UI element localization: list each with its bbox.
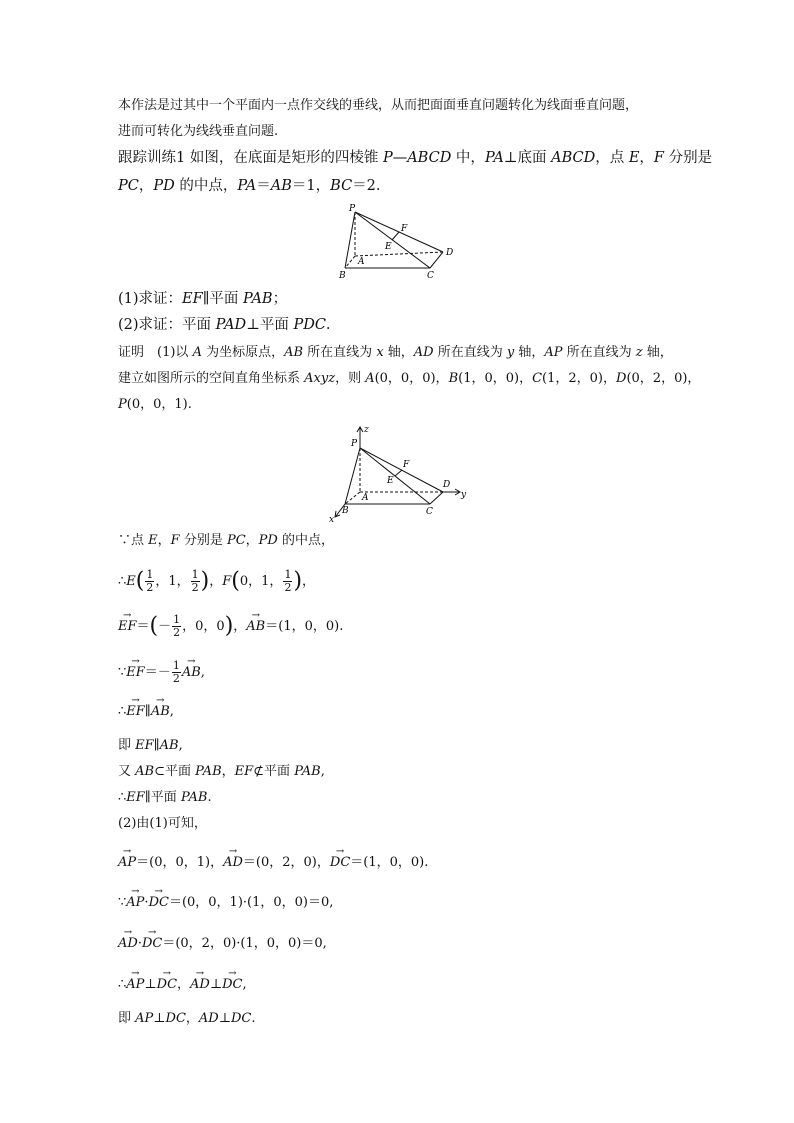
text: F bbox=[653, 150, 664, 166]
text: 分别是 bbox=[663, 150, 713, 166]
text: DC bbox=[230, 1011, 252, 1026]
text: EF bbox=[135, 738, 154, 753]
text: , bbox=[178, 738, 183, 753]
question-2 bbox=[118, 317, 331, 333]
part2-line-3 bbox=[118, 895, 333, 911]
text: － bbox=[158, 619, 172, 634]
text: B bbox=[448, 371, 459, 386]
vector-ab: → AB bbox=[246, 619, 265, 635]
vector-ap: → AP bbox=[126, 895, 144, 911]
text: PC bbox=[118, 178, 139, 194]
text: PAB bbox=[243, 291, 273, 307]
text: (0，0，0)， bbox=[374, 371, 449, 386]
text: ⊄平面 bbox=[253, 764, 295, 779]
text: EF bbox=[234, 764, 254, 779]
text: F bbox=[222, 574, 232, 589]
problem-line-2 bbox=[118, 178, 381, 194]
text: ⊥平面 bbox=[246, 317, 294, 333]
label-c: C bbox=[426, 507, 433, 517]
text: C bbox=[532, 371, 543, 386]
text: ∥ bbox=[144, 704, 151, 719]
text: ⊂平面 bbox=[154, 764, 196, 779]
text: (0，0，1). bbox=[126, 397, 192, 412]
text: 如图，在底面是矩形的四棱锥 bbox=[185, 150, 383, 166]
text: A bbox=[365, 371, 375, 386]
edge-pb bbox=[345, 212, 355, 268]
vector-dc: → DC bbox=[157, 977, 177, 993]
text: PDC bbox=[293, 317, 326, 333]
text: ＝(0，2，0)， bbox=[242, 855, 330, 870]
text: 2 bbox=[284, 581, 292, 594]
text: ∴ bbox=[118, 574, 127, 589]
text: 1 bbox=[173, 613, 181, 626]
text: ＝1， bbox=[291, 178, 331, 194]
text: ， bbox=[138, 178, 154, 194]
text: ，点 bbox=[595, 150, 629, 166]
text: PAD bbox=[215, 317, 247, 333]
text: ； bbox=[272, 291, 288, 307]
vector-dc: → DC bbox=[142, 936, 162, 952]
vector-ef: → EF bbox=[126, 704, 145, 720]
text: P bbox=[118, 397, 127, 412]
label-d: D bbox=[443, 480, 451, 490]
text: F bbox=[170, 533, 180, 548]
text: ∵ bbox=[118, 665, 127, 680]
edge-cd bbox=[430, 252, 443, 268]
text: ＝(0，0，1)， bbox=[136, 855, 224, 870]
part2-line-1: (2)由(1)可知， bbox=[118, 816, 207, 831]
text: 所在直线为 bbox=[303, 345, 377, 360]
text: ， bbox=[639, 150, 654, 166]
text: ) bbox=[293, 568, 303, 594]
text: E bbox=[148, 533, 158, 548]
text: PA bbox=[484, 150, 504, 166]
label-e: E bbox=[385, 242, 392, 252]
label-p: P bbox=[351, 439, 358, 449]
label-b: B bbox=[342, 506, 349, 516]
step-3 bbox=[118, 614, 343, 639]
vector-dc: → DC bbox=[330, 855, 350, 871]
text: 即 bbox=[118, 1011, 136, 1026]
vector-ab: → AB bbox=[182, 665, 201, 681]
text: 中， bbox=[451, 150, 485, 166]
text: · bbox=[144, 895, 149, 910]
text: (1，2，0)， bbox=[542, 371, 617, 386]
text: ＝(0，0，1)·(1，0，0)＝0, bbox=[168, 895, 334, 910]
edge-cd bbox=[430, 492, 443, 504]
text: ∥平面 bbox=[202, 291, 244, 307]
text: ， bbox=[302, 574, 316, 589]
step-4 bbox=[118, 660, 205, 685]
text: Axyz bbox=[304, 371, 336, 386]
text: z bbox=[635, 345, 643, 360]
text: (1，0，0)， bbox=[458, 371, 533, 386]
label-z: z bbox=[364, 425, 369, 435]
text: AB bbox=[135, 764, 155, 779]
proof-line-3 bbox=[118, 397, 192, 413]
label-x: x bbox=[329, 515, 335, 524]
proof-line-2 bbox=[118, 371, 700, 387]
text: 的中点， bbox=[174, 178, 238, 194]
vector-ap: → AP bbox=[118, 855, 136, 871]
vector-ab: → AB bbox=[151, 704, 170, 720]
text: . bbox=[251, 1011, 256, 1026]
text: (2)求证：平面 bbox=[118, 317, 216, 333]
vector-ad: → AD bbox=[190, 977, 210, 993]
edge-ad bbox=[355, 252, 443, 256]
intro-line-1: 本作法是过其中一个平面内一点作交线的垂线，从而把面面垂直问题转化为线面垂直问题， bbox=[118, 98, 639, 113]
part2-line-5 bbox=[118, 977, 247, 993]
text: PAB bbox=[180, 790, 208, 805]
text: 所在直线为 bbox=[433, 345, 507, 360]
vector-ad: → AD bbox=[118, 936, 138, 952]
step-2 bbox=[118, 569, 315, 594]
coordinate-figure bbox=[325, 422, 475, 524]
text: ， bbox=[221, 764, 235, 779]
problem-label: 跟踪训练1 bbox=[118, 150, 186, 166]
text: ⊥ bbox=[153, 1011, 166, 1026]
label-p: P bbox=[349, 204, 356, 214]
text: 又 bbox=[118, 764, 136, 779]
text: y bbox=[506, 345, 515, 360]
text: BC bbox=[330, 178, 353, 194]
text: 建立如图所示的空间直角坐标系 bbox=[118, 371, 305, 386]
vector-ef: → EF bbox=[126, 665, 145, 681]
text: ⊥底面 bbox=[503, 150, 552, 166]
text: ( bbox=[135, 568, 145, 594]
label-b: B bbox=[339, 271, 346, 281]
text: PD bbox=[258, 533, 278, 548]
text: ⊥ bbox=[209, 977, 223, 992]
text: (1)求证： bbox=[118, 291, 183, 307]
text: AB bbox=[159, 738, 179, 753]
text: PAB bbox=[195, 764, 222, 779]
text: 分别是 bbox=[179, 533, 227, 548]
text: ，1， bbox=[155, 574, 190, 589]
text: ， bbox=[209, 574, 223, 589]
text: ＝(1，0，0). bbox=[265, 619, 344, 634]
part2-line-6 bbox=[118, 1011, 255, 1027]
text: ∵ bbox=[118, 895, 127, 910]
text: ＝ bbox=[256, 178, 271, 194]
text: , bbox=[320, 764, 325, 779]
fraction-half bbox=[191, 569, 200, 594]
label-a: A bbox=[362, 493, 369, 503]
label-f: F bbox=[403, 460, 410, 470]
text: 1 bbox=[172, 659, 180, 672]
label-d: D bbox=[446, 248, 454, 258]
text: ＝ bbox=[136, 619, 150, 634]
text: ，则 bbox=[335, 371, 366, 386]
text: ，0，0 bbox=[182, 619, 225, 634]
fraction-half bbox=[145, 569, 154, 594]
question-1 bbox=[118, 291, 287, 307]
text: , bbox=[242, 977, 247, 992]
fraction-half bbox=[172, 614, 181, 639]
text: 1 bbox=[146, 568, 154, 581]
edge-pb bbox=[345, 448, 360, 504]
text: ∴ bbox=[118, 790, 127, 805]
text: 即 bbox=[118, 738, 136, 753]
vector-ef: → EF bbox=[118, 619, 137, 635]
text: AP bbox=[544, 345, 563, 360]
text: ( bbox=[231, 568, 240, 594]
label-e: E bbox=[387, 476, 394, 486]
text: 轴， bbox=[642, 345, 673, 360]
text: EF bbox=[182, 291, 203, 307]
text: 2 bbox=[146, 581, 154, 594]
text: 2 bbox=[173, 626, 181, 639]
text: AB bbox=[284, 345, 304, 360]
text: 1 bbox=[191, 568, 199, 581]
label-c: C bbox=[427, 271, 434, 281]
text: 所在直线为 bbox=[562, 345, 636, 360]
text: ( bbox=[149, 613, 159, 639]
text: ∥ bbox=[153, 738, 160, 753]
text: AP bbox=[135, 1011, 154, 1026]
text: E bbox=[126, 574, 136, 589]
text: EF bbox=[126, 790, 145, 805]
step-5 bbox=[118, 704, 174, 720]
text: PAB bbox=[294, 764, 321, 779]
text: , bbox=[169, 704, 174, 719]
label-a: A bbox=[358, 257, 365, 267]
text: AB bbox=[270, 178, 292, 194]
pyramid-figure bbox=[335, 200, 465, 286]
edge-pd bbox=[355, 212, 443, 252]
text: PD bbox=[153, 178, 175, 194]
text: 证明 (1)以 bbox=[118, 345, 193, 360]
text: ＝(0，2，0)·(1，0，0)＝0, bbox=[162, 936, 327, 951]
text: DC bbox=[165, 1011, 186, 1026]
text: ABCD bbox=[551, 150, 596, 166]
text: AD bbox=[413, 345, 434, 360]
text: ⊥ bbox=[144, 977, 157, 992]
vector-dc: → DC bbox=[222, 977, 242, 993]
text: . bbox=[325, 317, 331, 333]
fraction-half bbox=[283, 569, 292, 594]
part2-line-2 bbox=[118, 855, 428, 871]
text: 的中点， bbox=[277, 533, 334, 548]
text: 轴， bbox=[383, 345, 414, 360]
text: ∥平面 bbox=[144, 790, 181, 805]
text: 0，1， bbox=[239, 574, 283, 589]
text: · bbox=[137, 936, 142, 951]
text: PA bbox=[237, 178, 257, 194]
text: ， bbox=[177, 977, 191, 992]
text: . bbox=[207, 790, 212, 805]
text: ＝2. bbox=[352, 178, 381, 194]
text: ＝(1，0，0). bbox=[350, 855, 429, 870]
step-8 bbox=[118, 790, 212, 806]
text: PC bbox=[226, 533, 246, 548]
step-1 bbox=[118, 533, 334, 549]
text: 为坐标原点， bbox=[201, 345, 285, 360]
text: E bbox=[628, 150, 640, 166]
text: AD bbox=[198, 1011, 219, 1026]
proof-line-1 bbox=[118, 345, 673, 361]
step-7 bbox=[118, 764, 325, 780]
text: 1 bbox=[284, 568, 292, 581]
text: A bbox=[192, 345, 202, 360]
part2-line-4 bbox=[118, 936, 327, 952]
text: ＝－ bbox=[144, 665, 171, 680]
text: P—ABCD bbox=[382, 150, 452, 166]
fraction-half bbox=[172, 660, 181, 685]
vector-ad: → AD bbox=[223, 855, 243, 871]
vector-ap: → AP bbox=[126, 977, 144, 993]
text: ∴ bbox=[118, 704, 127, 719]
segment-ef bbox=[395, 470, 402, 476]
text: ， bbox=[245, 533, 259, 548]
segment-ef bbox=[392, 232, 399, 240]
text: ， bbox=[233, 619, 247, 634]
text: (0，2，0)， bbox=[626, 371, 701, 386]
text: D bbox=[616, 371, 627, 386]
text: 2 bbox=[191, 581, 199, 594]
vector-dc: → DC bbox=[149, 895, 169, 911]
text: 轴， bbox=[514, 345, 545, 360]
label-y: y bbox=[461, 490, 467, 500]
text: ) bbox=[224, 613, 234, 639]
text: ， bbox=[157, 533, 171, 548]
text: ) bbox=[200, 568, 210, 594]
text: x bbox=[376, 345, 384, 360]
label-f: F bbox=[401, 224, 408, 234]
text: 2 bbox=[172, 672, 180, 685]
problem-line-1 bbox=[118, 150, 712, 166]
text: ， bbox=[185, 1011, 199, 1026]
text: ⊥ bbox=[218, 1011, 231, 1026]
step-6 bbox=[118, 738, 183, 754]
text: ∵点 bbox=[118, 533, 149, 548]
text: ∴ bbox=[118, 977, 127, 992]
text: , bbox=[200, 665, 205, 680]
intro-line-2: 进而可转化为线线垂直问题. bbox=[118, 124, 279, 139]
